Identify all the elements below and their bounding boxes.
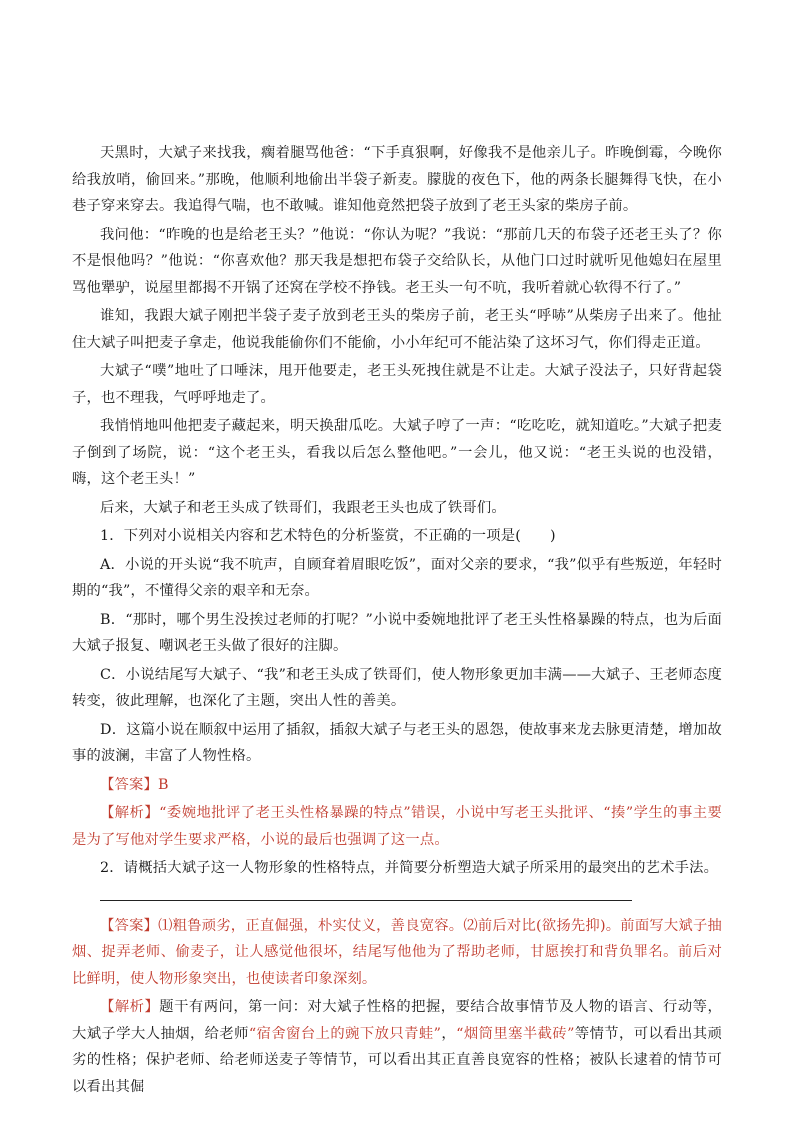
question-2-analysis	[72, 994, 722, 1100]
analysis-quote-2: “烟筒里塞半截砖”	[456, 1025, 575, 1042]
question-1-stem: 1．下列对小说相关内容和艺术特色的分析鉴赏，不正确的一项是( )	[100, 528, 556, 544]
analysis-quote-1: “宿舍窗台上的豌下放只青蛙”	[248, 1025, 442, 1042]
question-1-option-d: D．这篇小说在顺叙中运用了插叙，插叙大斌子与老王头的恩怨，使故事来龙去脉更清楚，增加故事的波澜，丰富了人物性格。	[72, 721, 722, 764]
story-paragraph-6: 后来，大斌子和老王头成了铁哥们，我跟老王头也成了铁哥们。	[100, 499, 506, 516]
answer-text: ⑴粗鲁顽劣，正直倔强，朴实仗义，善良宽容。⑵前后对比(欲扬先抑)。前面写大斌子抽烟、捉弄老师、偷麦子，让人感觉他很坏，结尾写他他为了帮助老师，甘愿挨打和背负罪名。前后对比鲜明，使人物形象突出，也使读者印象深刻。	[72, 917, 722, 987]
analysis-text-part-1: 题干有两问，第一问：对大斌子性格的把握，要结合故事情节及人物的语言、行动等，大斌子学大人抽烟，给老师	[72, 999, 722, 1042]
analysis-label: 【解析】	[100, 805, 160, 821]
answer-value: B	[158, 776, 169, 793]
analysis-label: 【解析】	[100, 999, 160, 1015]
analysis-text: “委婉地批评了老王头性格暴躁的特点”错误，小说中写老王头批评、“揍”学生的事主要是为了写他对学生要求严格，小说的最后也强调了这一点。	[72, 805, 722, 848]
question-1-option-a: A．小说的开头说“我不吭声，自顾耷着眉眼吃饭”，面对父亲的要求，“我”似乎有些叛逆，年轻时期的“我”，不懂得父亲的艰辛和无奈。	[72, 556, 722, 599]
story-paragraph-4: 大斌子“噗”地吐了口唾沫，甩开他要走，老王头死拽住就是不让走。大斌子没法子，只好背起袋子，也不理我，气呼呼地走了。	[72, 363, 722, 406]
answer-blank-line	[100, 900, 632, 901]
story-paragraph-2: 我问他：“昨晚的也是给老王头？”他说：“你认为呢？”我说：“那前几天的布袋子还老王头了？你不是恨他吗？”他说：“你喜欢他？那天我是想把布袋子交给队长，从他门口过时就听见他媳妇在屋里骂他犟驴，说屋里都揭不开锅了还窝在学校不挣钱。老王头一句不吭，我听着就心软得不行了。”	[72, 226, 722, 296]
question-2-stem: 2．请概括大斌子这一人物形象的性格特点，并简要分析塑造大斌子所采用的最突出的艺术手法。	[100, 860, 719, 876]
story-paragraph-1: 天黑时，大斌子来找我，瘸着腿骂他爸：“下手真狠啊，好像我不是他亲儿子。昨晚倒霉，今晚你给我放哨，偷回来。”那晚，他顺利地偷出半袋子新麦。朦胧的夜色下，他的两条长腿舞得飞快，在小巷子穿来穿去。我追得气喘，也不敢喊。谁知他竟然把袋子放到了老王头家的柴房子前。	[72, 145, 722, 214]
analysis-text-part-3: 等情节，可以看出其顽劣的性格；保护老师、给老师送麦子等情节，可以看出其正直善良宽容的性格；被队长逮着的情节可以看出其倔	[72, 1025, 723, 1095]
question-1-answer	[72, 772, 722, 799]
question-1-option-b: B．“那时，哪个男生没挨过老师的打呢？”小说中委婉地批评了老王头性格暴躁的特点，也为后面大斌子报复、嘲讽老王头做了很好的注脚。	[72, 611, 722, 654]
question-1-option-c: C．小说结尾写大斌子、“我”和老王头成了铁哥们，使人物形象更加丰满——大斌子、王老师态度转变，彼此理解，也深化了主题，突出人性的善美。	[72, 666, 722, 709]
question-2-answer	[72, 913, 722, 993]
story-paragraph-5: 我悄悄地叫他把麦子藏起来，明天换甜瓜吃。大斌子哼了一声：“吃吃吃，就知道吃。”大斌子把麦子倒到了场院，说：“这个老王头，看我以后怎么整他吧。”一会儿，他又说：“老王头说的也没错，嗨，这个老王头！”	[72, 418, 722, 487]
answer-label: 【答案】	[100, 776, 158, 793]
answer-label: 【答案】	[100, 917, 159, 934]
document-page	[72, 140, 722, 1102]
story-paragraph-3: 谁知，我跟大斌子刚把半袋子麦子放到老王头的柴房子前，老王头“呼哧”从柴房子出来了。他扯住大斌子叫把麦子拿走，他说我能偷你们不能偷，小小年纪可不能沾染了这坏习气，你们得走正道。	[72, 308, 722, 351]
question-1-analysis	[72, 800, 722, 853]
analysis-text-part-2: ，	[441, 1025, 457, 1042]
